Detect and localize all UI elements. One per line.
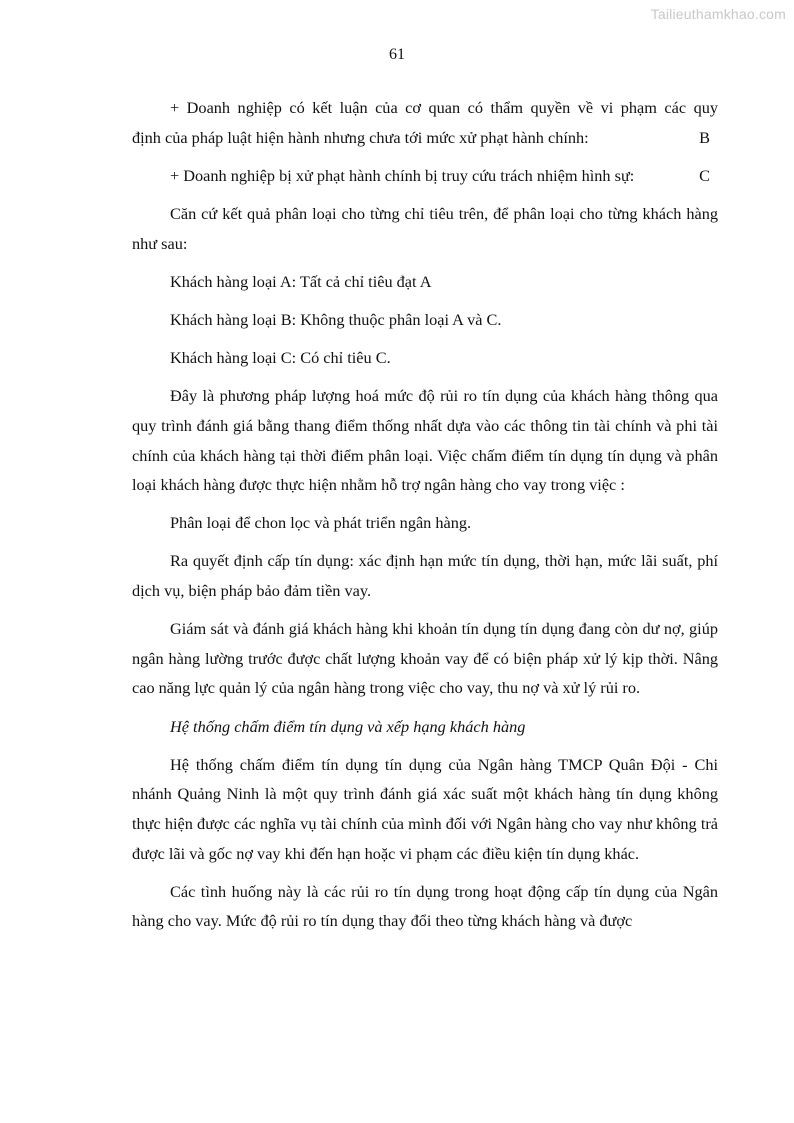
criterion-b-item [132, 93, 718, 152]
criterion-c-text: + Doanh nghiệp bị xử phạt hành chính bị truy cứu trách nhiệm hình sự: [170, 165, 635, 185]
watermark-text: Tailieuthamkhao.com [650, 6, 786, 22]
paragraph-purpose-selection: Phân loại để chon lọc và phát triển ngân hàng. [170, 513, 472, 533]
paragraph-purpose-decision: Ra quyết định cấp tín dụng: xác định hạn mức tín dụng, thời hạn, mức lãi suất, phí dịch vụ, biện pháp bảo đảm tiền vay. [132, 551, 718, 601]
paragraph-class-c: Khách hàng loại C: Có chỉ tiêu C. [170, 348, 391, 368]
paragraph-scoring-system: Hệ thống chấm điểm tín dụng tín dụng của Ngân hàng TMCP Quân Đội - Chi nhánh Quảng Ninh là một quy trình đánh giá xác suất một khách hàng tín dụng không thực hiện được các nghĩa vụ tài chính của mình đối với Ngân hàng cho vay như không trả được lãi và gốc nợ vay khi đến hạn hoặc vi phạm các điều kiện tín dụng khác. [132, 754, 718, 863]
paragraph-classification-basis: Căn cứ kết quả phân loại cho từng chỉ tiêu trên, để phân loại cho từng khách hàng như sau: [132, 203, 718, 253]
criterion-b-text-line1: + Doanh nghiệp có kết luận của cơ quan có thẩm quyền về vi phạm các quy [170, 98, 718, 117]
document-body [132, 93, 718, 945]
criterion-b-code: B [699, 127, 710, 147]
paragraph-purpose-monitoring: Giám sát và đánh giá khách hàng khi khoản tín dụng tín dụng đang còn dư nợ, giúp ngân hàng lường trước được chất lượng khoản vay để có biện pháp xử lý kịp thời. Nâng cao năng lực quản lý của ngân hàng trong việc cho vay, thu nợ và xử lý rủi ro. [132, 619, 718, 698]
paragraph-method-description: Đây là phương pháp lượng hoá mức độ rủi ro tín dụng của khách hàng thông qua quy trình đánh giá bằng thang điểm thống nhất dựa vào các thông tin tài chính và phi tài chính của khách hàng tại thời điểm phân loại. Việc chấm điểm tín dụng tín dụng và phân loại khách hàng được thực hiện nhằm hỗ trợ ngân hàng cho vay trong việc : [132, 386, 718, 495]
criterion-c-code: C [699, 165, 710, 185]
page-number: 61 [389, 46, 405, 63]
criterion-b-text-line2: định của pháp luật hiện hành nhưng chưa tới mức xử phạt hành chính: [132, 127, 589, 147]
criterion-c-item [132, 161, 718, 191]
paragraph-class-b: Khách hàng loại B: Không thuộc phân loại A và C. [170, 309, 502, 329]
paragraph-risk-situations: Các tình huống này là các rủi ro tín dụng trong hoạt động cấp tín dụng của Ngân hàng cho vay. Mức độ rủi ro tín dụng thay đổi theo từng khách hàng và được [132, 881, 718, 931]
section-heading: Hệ thống chấm điểm tín dụng và xếp hạng khách hàng [170, 716, 526, 736]
paragraph-class-a: Khách hàng loại A: Tất cả chỉ tiêu đạt A [170, 271, 432, 291]
